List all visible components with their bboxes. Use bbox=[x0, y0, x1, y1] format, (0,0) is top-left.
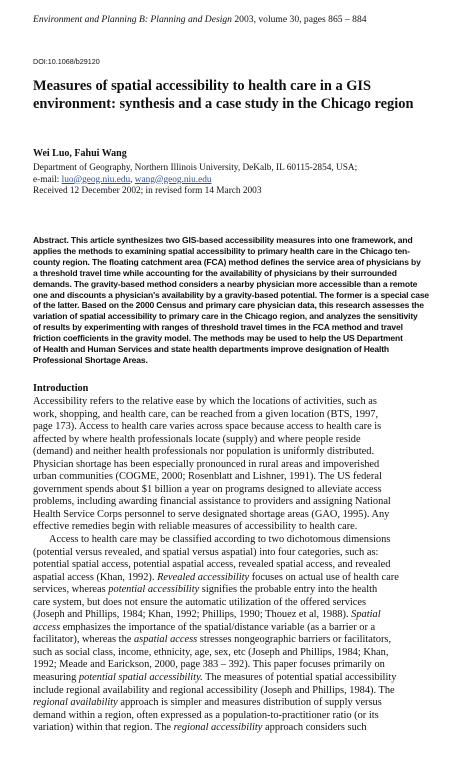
text-run: 1992; Meade and Earickson, 2000, page 383 – 392). This paper focuses primarily on bbox=[33, 659, 385, 671]
text-run: demand within a region, often expressed as a population-to-practitioner ratio (or its bbox=[33, 709, 379, 721]
doi: DOI:10.1068/b29120 bbox=[33, 57, 100, 66]
body-line bbox=[33, 634, 451, 647]
body-line bbox=[33, 396, 451, 409]
body-line bbox=[33, 521, 451, 534]
abstract-line: one and discounts a physician's availability by a gravity-based potential. The former is a special case bbox=[33, 289, 430, 300]
italic-term: Revealed accessibility bbox=[157, 571, 250, 583]
body-line bbox=[33, 710, 451, 723]
abstract-line: of Health and Human Services and state health departments improve designation of Health bbox=[33, 344, 389, 355]
text-run: Accessibility refers to the relative ease by which the locations of activities, such as bbox=[33, 396, 377, 407]
text-run: signifies the probable entry into the health bbox=[199, 584, 378, 596]
body-line bbox=[33, 547, 451, 560]
email-separator: , bbox=[130, 174, 133, 185]
text-run: government spends about $1 billion a year on programs designed to alleviate access bbox=[33, 483, 382, 495]
text-run: focuses on actual use of health care bbox=[249, 571, 399, 583]
body-line bbox=[33, 471, 451, 484]
text-run: stresses nongeographic barriers or facilitators, bbox=[197, 634, 392, 646]
body-line bbox=[33, 559, 451, 572]
italic-term: aspatial access bbox=[133, 634, 198, 646]
italic-term: Spatial bbox=[351, 609, 381, 621]
email-line bbox=[33, 175, 453, 187]
body-line bbox=[33, 609, 451, 622]
italic-term: potential spatial accessibility. bbox=[78, 672, 203, 684]
paper-title: Measures of spatial accessibility to health care in a GIS environment: synthesis and a case study in the Chicago region bbox=[33, 78, 414, 112]
abstract-line: a threshold travel time while accounting for the availability of physicians by their surrounded bbox=[33, 267, 397, 278]
body-line bbox=[33, 584, 451, 597]
text-run: (demand) and neither health professionals nor population is uniformly distributed. bbox=[33, 446, 375, 458]
text-run: Health Service Corps personnel to serve designated shortage areas (GAO, 1995). Any bbox=[33, 508, 390, 520]
abstract-line: of the latter. Based on the 2000 Census and primary care physician data, this research assesses the bbox=[33, 300, 424, 311]
section-heading-introduction: Introduction bbox=[33, 383, 89, 394]
text-run: (Joseph and Phillips, 1984; Khan, 1992; Phillips, 1990; Thouez et al, 1988). bbox=[33, 609, 352, 621]
volume-pages: 2003, volume 30, pages 865 – 884 bbox=[234, 14, 367, 25]
body-line bbox=[33, 509, 451, 522]
text-run: measuring bbox=[33, 672, 79, 684]
body-line bbox=[33, 672, 451, 685]
body-line bbox=[33, 484, 451, 497]
text-run: approach considers such bbox=[262, 722, 367, 734]
body-line bbox=[33, 534, 451, 547]
body-line bbox=[33, 421, 451, 434]
affiliation-block bbox=[33, 163, 453, 198]
text-run: Access to health care may be classified according to two dichotomous dimensions bbox=[49, 534, 391, 546]
received-dates: Received 12 December 2002; in revised form 14 March 2003 bbox=[33, 186, 262, 197]
text-run: emphasizes the importance of the spatial/distance variable (as a barrier or a bbox=[60, 621, 376, 633]
affiliation-line: Department of Geography, Northern Illinois University, DeKalb, IL 60115-2854, USA; bbox=[33, 163, 358, 173]
body-line bbox=[33, 409, 451, 422]
journal-name: Environment and Planning B: Planning and Design bbox=[33, 14, 232, 25]
text-run: approach is simpler and measures distribution of supply versus bbox=[117, 697, 382, 709]
abstract-line: Abstract. This article synthesizes two GIS-based accessibility measures into one framework, and bbox=[33, 235, 413, 245]
email-link-wang[interactable]: wang@geog.niu.edu bbox=[134, 174, 212, 185]
abstract-line: applies the methods to examining spatial accessibility to primary health care in the Chicago ten- bbox=[33, 245, 410, 256]
body-line bbox=[33, 647, 451, 660]
text-run: variation) within that region. The bbox=[33, 722, 174, 734]
introduction-body bbox=[33, 396, 451, 735]
running-head bbox=[33, 14, 453, 25]
text-run: The measures of potential spatial accessibility bbox=[202, 672, 397, 684]
text-run: such as social class, income, ethnicity, age, sex, etc (Joseph and Phillips, 1984; Khan, bbox=[33, 646, 389, 658]
abstract-line: friction coefficients in the gravity model. The methods may be used to help the US Department bbox=[33, 333, 403, 344]
body-line bbox=[33, 434, 451, 447]
text-run: include regional availability and regional accessibility (Joseph and Phillips, 1984). The bbox=[33, 684, 395, 696]
abstract-line: of results by experimenting with ranges of threshold travel times in the FCA method and travel bbox=[33, 322, 403, 333]
text-run: care system, but does not ensure the automatic utilization of the offered services bbox=[33, 596, 367, 608]
abstract-line: demands. The gravity-based method considers a nearby physician more accessible than a remote bbox=[33, 278, 418, 289]
body-line bbox=[33, 685, 451, 698]
body-line bbox=[33, 622, 451, 635]
text-run: urban communities (COGME, 2000; Rosenblatt and Lishner, 1991). The US federal bbox=[33, 471, 382, 483]
abstract bbox=[33, 235, 449, 366]
text-run: Physician shortage has been especially pronounced in rural areas and impoverished bbox=[33, 458, 380, 470]
text-run: effective remedies begin with reliable measures of accessibility to health care. bbox=[33, 521, 358, 533]
abstract-line: variation of spatial accessibility to primary care in the Chicago region, and analyzes the sensitivity bbox=[33, 311, 418, 322]
text-run: facilitator), whereas the bbox=[33, 634, 134, 646]
authors: Wei Luo, Fahui Wang bbox=[33, 148, 127, 159]
italic-term: regional accessibility bbox=[173, 722, 263, 734]
email-link-luo[interactable]: luo@geog.niu.edu bbox=[61, 174, 131, 185]
text-run: potential spatial access, potential aspatial access, revealed spatial access, and revealed bbox=[33, 559, 391, 571]
body-line bbox=[33, 572, 451, 585]
italic-term: access bbox=[33, 621, 61, 633]
text-run: (potential versus revealed, and spatial versus aspatial) into four categories, such as: bbox=[33, 546, 379, 558]
text-run: problems, including awarding financial assistance to providers and assigning National bbox=[33, 496, 391, 508]
body-line bbox=[33, 597, 451, 610]
italic-term: potential accessibility bbox=[108, 584, 200, 596]
abstract-line: Professional Shortage Areas. bbox=[33, 354, 148, 365]
body-line bbox=[33, 722, 451, 735]
abstract-line: county region. The floating catchment area (FCA) method defines the service area of physicians by bbox=[33, 256, 421, 267]
text-run: affected by where health professionals locate (supply) and where people reside bbox=[33, 433, 361, 445]
email-prefix: e-mail: bbox=[33, 174, 60, 185]
text-run: work, shopping, and health care, can be reached from a given location (BTS, 1997, bbox=[33, 408, 379, 420]
italic-term: regional availability bbox=[33, 697, 118, 709]
body-line bbox=[33, 697, 451, 710]
text-run: page 173). Access to health care varies across space because access to health care is bbox=[33, 421, 382, 433]
body-line bbox=[33, 446, 451, 459]
text-run: aspatial access (Khan, 1992). bbox=[33, 571, 158, 583]
text-run: services, whereas bbox=[33, 584, 109, 596]
body-line bbox=[33, 496, 451, 509]
body-line bbox=[33, 659, 451, 672]
body-line bbox=[33, 459, 451, 472]
